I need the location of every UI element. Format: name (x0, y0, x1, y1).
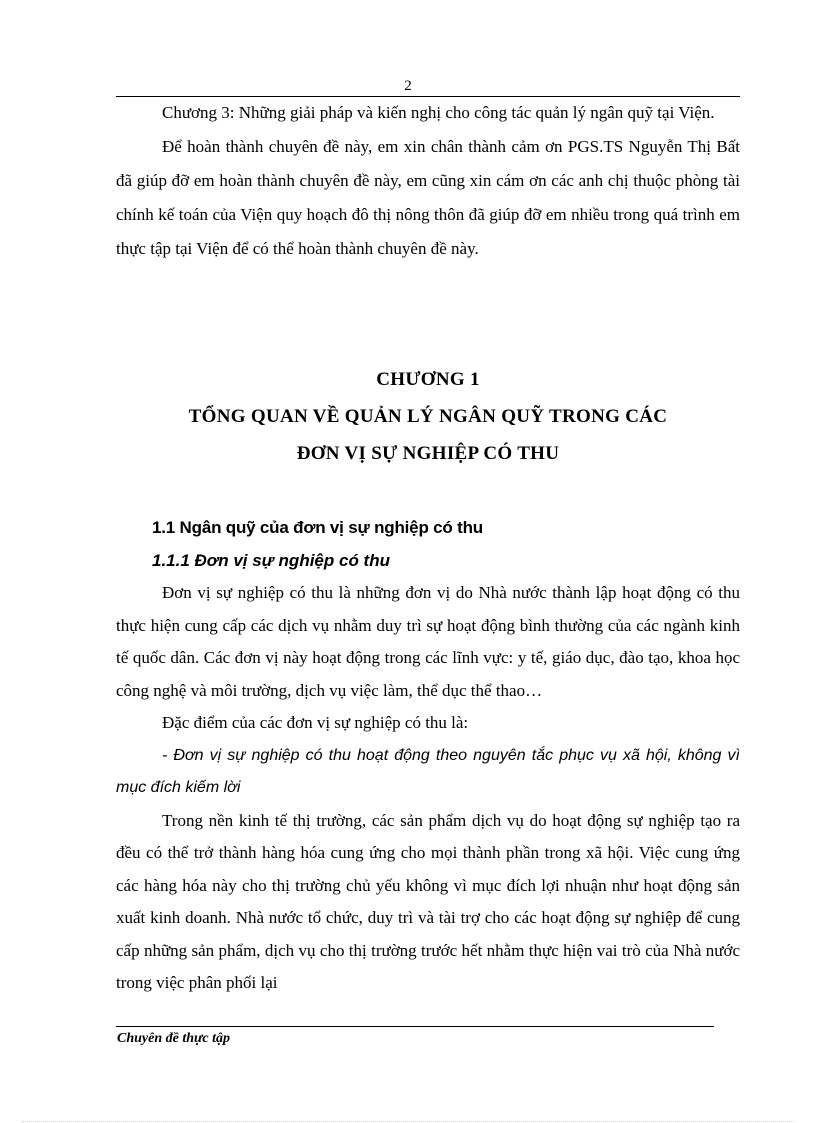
footer-divider (116, 1026, 714, 1027)
intro-paragraph-thanks: Để hoàn thành chuyên đề này, em xin chân thành cảm ơn PGS.TS Nguyễn Thị Bất đã giúp đỡ em hoàn thành chuyên đề này, em cũng xin cám ơn các anh chị thuộc phòng tài chính kế toán của Viện quy hoạch đô thị nông thôn đã giúp đỡ em nhiều trong quá trình em thực tập tại Viện để có thể hoàn thành chuyên đề này. (116, 137, 740, 258)
footer-label: Chuyên đề thực tập (117, 1031, 231, 1046)
section-heading: 1.1 Ngân quỹ của đơn vị sự nghiệp có thu (152, 518, 483, 537)
intro-paragraph-chapter3: Chương 3: Những giải pháp và kiến nghị cho công tác quản lý ngân quỹ tại Viện. (162, 103, 715, 122)
chapter-number: CHƯƠNG 1 (376, 369, 480, 390)
body-paragraph-bullet: - Đơn vị sự nghiệp có thu hoạt động theo nguyên tắc phục vụ xã hội, không vì mục đích kiếm lời (116, 746, 740, 796)
subsection-heading: 1.1.1 Đơn vị sự nghiệp có thu (152, 551, 390, 570)
section-body (116, 577, 740, 1000)
body-paragraph-characteristics: Đặc điểm của các đơn vị sự nghiệp có thu là: (162, 713, 469, 732)
chapter-title-line2: ĐƠN VỊ SỰ NGHIỆP CÓ THU (296, 443, 560, 464)
body-paragraph-definition: Đơn vị sự nghiệp có thu là những đơn vị do Nhà nước thành lập hoạt động có thu thực hiện cung cấp các dịch vụ nhằm duy trì sự hoạt động bình thường của các ngành kinh tế quốc dân. Các đơn vị này hoạt động trong các lĩnh vực: y tế, giáo dục, đào tạo, khoa học công nghệ và môi trường, dịch vụ việc làm, thể dục thể thao… (116, 583, 740, 700)
intro-block (116, 96, 740, 266)
page-bottom-edge (22, 1121, 794, 1122)
body-paragraph-market: Trong nền kinh tế thị trường, các sản phẩm dịch vụ do hoạt động sự nghiệp tạo ra đều có thể trở thành hàng hóa cung ứng cho mọi thành phần trong xã hội. Việc cung ứng các hàng hóa này cho thị trường chủ yếu không vì mục đích lợi nhuận như hoạt động sản xuất kinh doanh. Nhà nước tổ chức, duy trì và tài trợ cho các hoạt động sự nghiệp để cung cấp những sản phẩm, dịch vụ cho thị trường trước hết nhằm thực hiện vai trò của Nhà nước trong việc phân phối lại (116, 810, 740, 992)
chapter-heading (116, 361, 740, 472)
page-number: 2 (404, 78, 412, 94)
chapter-title-line1: TỔNG QUAN VỀ QUẢN LÝ NGÂN QUỸ TRONG CÁC (188, 406, 668, 427)
